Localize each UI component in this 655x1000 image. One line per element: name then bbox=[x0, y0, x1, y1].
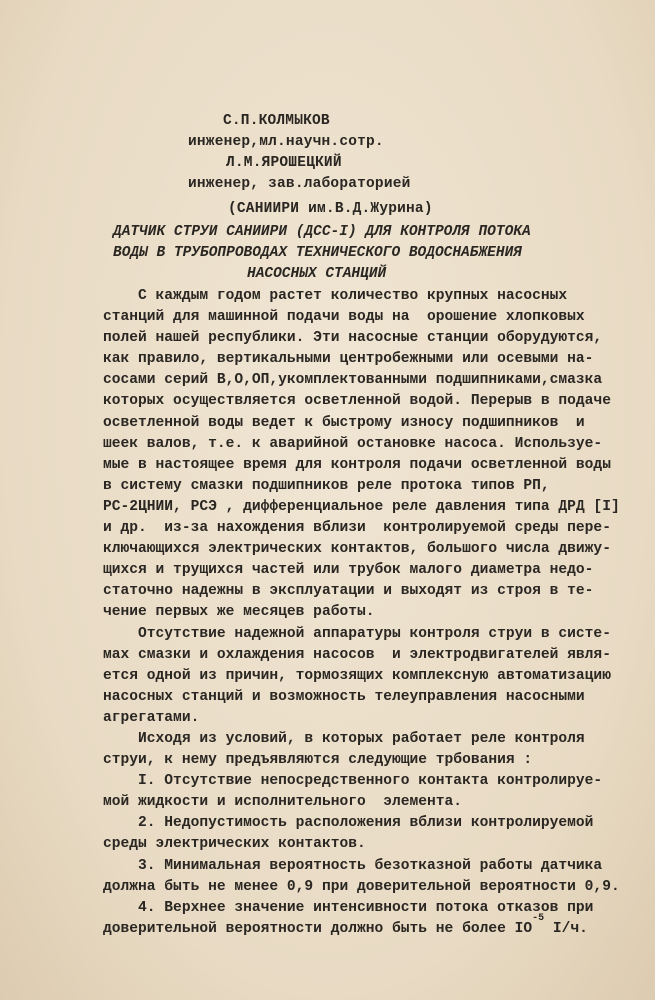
body-line: ется одной из причин, тормозящих комплексную автоматизацию bbox=[103, 667, 611, 684]
author2-title: инженер, зав.лабораторией bbox=[188, 176, 411, 192]
body-line: должна быть не менее 0,9 при доверительной вероятности 0,9. bbox=[103, 878, 620, 895]
title-line-2: ВОДЫ В ТРУБОПРОВОДАХ ТЕХНИЧЕСКОГО ВОДОСНАБЖЕНИЯ bbox=[113, 245, 522, 261]
body-line: щихся и трущихся частей или трубок малого диаметра недо- bbox=[103, 562, 594, 579]
body-last-line bbox=[103, 912, 588, 940]
author2-name: Л.М.ЯРОШЕЦКИЙ bbox=[226, 155, 342, 171]
body-line: 4. Верхнее значение интенсивности потока отказов при bbox=[103, 899, 594, 916]
last-line-unit: I/ч. bbox=[544, 920, 588, 937]
body-line: С каждым годом растет количество крупных насосных bbox=[103, 288, 568, 304]
exponent: -5 bbox=[532, 912, 545, 924]
body-line: сосами серий В,О,ОП,укомплектованными подшипниками,смазка bbox=[103, 372, 603, 389]
body-line: в систему смазки подшипников реле протока типов РП, bbox=[103, 477, 550, 494]
body-line: чение первых же месяцев работы. bbox=[103, 604, 375, 621]
last-line-text: доверительной вероятности должно быть не более IO bbox=[103, 920, 533, 937]
author1-title: инженер,мл.научн.сотр. bbox=[188, 134, 384, 150]
body-line: 2. Недопустимость расположения вблизи контролируемой bbox=[103, 815, 594, 832]
body-line: станций для машинной подачи воды на орошение хлопковых bbox=[103, 309, 585, 326]
body-line: ключающихся электрических контактов, большого числа движу- bbox=[103, 541, 611, 558]
body-line: мой жидкости и исполнительного элемента. bbox=[103, 794, 463, 811]
title-line-1: ДАТЧИК СТРУИ САНИИРИ (ДСС-I) ДЛЯ КОНТРОЛЯ ПОТОКА bbox=[113, 224, 531, 240]
body-text bbox=[103, 286, 620, 940]
body-line: РС-2ЦНИИ, РСЭ , дифференциальное реле давления типа ДРД [I] bbox=[103, 498, 620, 515]
body-line: Исходя из условий, в которых работает реле контроля bbox=[103, 730, 585, 747]
body-line: полей нашей республики. Эти насосные станции оборудуются, bbox=[103, 330, 603, 347]
body-line: осветленной воды ведет к быстрому износу подшипников и bbox=[103, 414, 585, 431]
body-line: Отсутствие надежной аппаратуры контроля струи в систе- bbox=[103, 625, 611, 642]
body-line: струи, к нему предъявляются следующие трбования : bbox=[103, 752, 533, 769]
body-line: и др. из-за нахождения вблизи контролируемой среды пере- bbox=[103, 520, 611, 537]
body-line: мые в настоящее время для контроля подачи осветленной воды bbox=[103, 456, 611, 473]
body-line: агрегатами. bbox=[103, 709, 200, 726]
body-line: среды электрических контактов. bbox=[103, 836, 366, 853]
body-line: как правило, вертикальными центробежными или осевыми на- bbox=[103, 351, 594, 368]
body-line: 3. Минимальная вероятность безотказной работы датчика bbox=[103, 857, 603, 874]
body-line: насосных станций и возможность телеуправления насосными bbox=[103, 688, 585, 705]
body-line: I. Отсутствие непосредственного контакта контролируе- bbox=[103, 773, 603, 790]
author1-name: С.П.КОЛМЫКОВ bbox=[223, 113, 330, 129]
body-line: статочно надежны в эксплуатации и выходят из строя в те- bbox=[103, 583, 594, 600]
institute-line: (САНИИРИ им.В.Д.Журина) bbox=[228, 201, 433, 217]
title-line-3: НАСОСНЫХ СТАНЦИЙ bbox=[247, 266, 387, 282]
body-line: которых осуществляется осветленной водой. Перерыв в подаче bbox=[103, 393, 611, 410]
body-line: шеек валов, т.е. к аварийной остановке насоса. Используе- bbox=[103, 435, 603, 452]
body-line: мах смазки и охлаждения насосов и электродвигателей явля- bbox=[103, 646, 611, 663]
